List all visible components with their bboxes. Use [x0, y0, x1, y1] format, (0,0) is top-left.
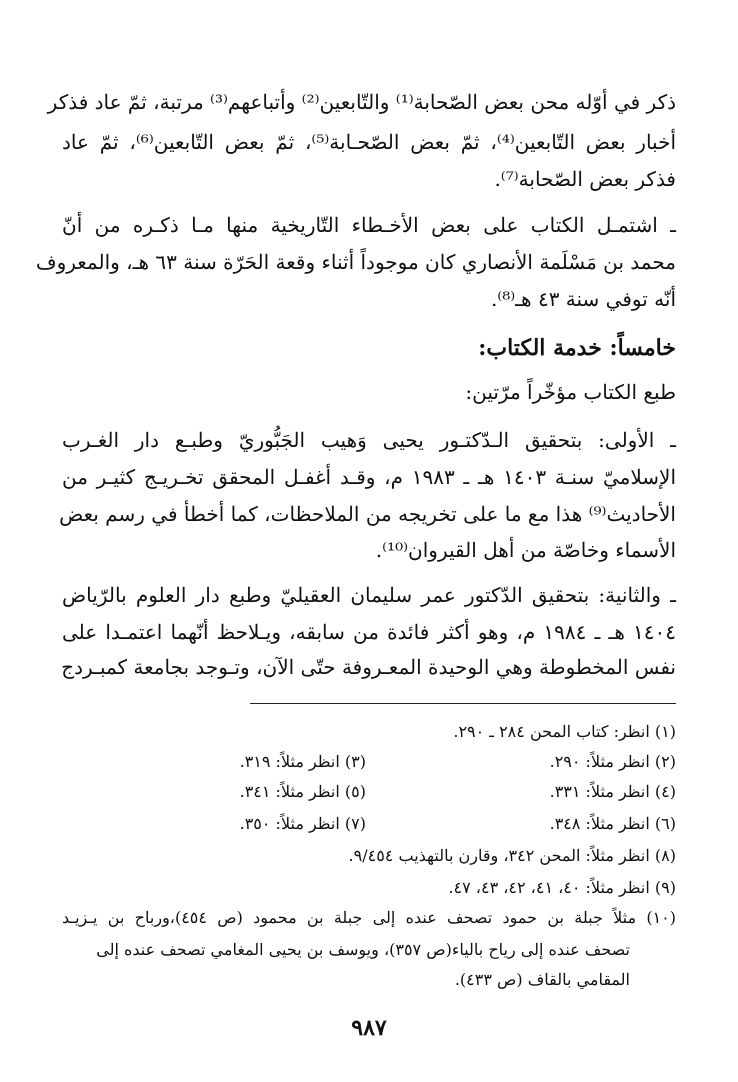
- footnote-separator: [250, 703, 676, 704]
- footnote-1: (١) انظر: كتاب المحن ٢٨٤ ـ ٢٩٠.: [453, 722, 676, 741]
- body-line: طبع الكتاب مؤخّراً مرّتين:: [465, 380, 676, 404]
- footnote-9: (٩) انظر مثلاً: ٤٠، ٤١، ٤٢، ٤٣، ٤٧.: [448, 878, 676, 897]
- footnote-10-line: المقامي بالقاف (ص ٤٣٣).: [454, 970, 630, 989]
- body-line: ـ والثانية: بتحقيق الدّكتور عمر سليمان العقيليّ وطبع دار العلوم بالرّياض: [62, 583, 676, 607]
- body-line: الأسماء وخاصّة من أهل القيروان⁽¹⁰⁾.: [375, 538, 676, 562]
- section-heading: خامساً: خدمة الكتاب:: [478, 335, 676, 361]
- footnote-4: (٤) انظر مثلاً: ٣٣١.: [549, 782, 676, 801]
- body-line: ـ اشتمـل الكتاب على بعض الأخـطاء التّاريخية منها مـا ذكـره من أنّ: [62, 213, 676, 237]
- footnote-7: (٧) انظر مثلاً: ٣٥٠.: [239, 814, 366, 833]
- footnote-6: (٦) انظر مثلاً: ٣٤٨.: [549, 814, 676, 833]
- body-line: أنّه توفي سنة ٤٣ هـ⁽⁸⁾.: [490, 287, 676, 311]
- page-number: ٩٨٧: [351, 1015, 387, 1041]
- body-line: ذكر في أوّله محن بعض الصّحابة⁽¹⁾ والتّابعين⁽²⁾ وأتباعهم⁽³⁾ مرتبة، ثمّ عاد فذكر: [47, 90, 676, 114]
- body-line: ـ الأولى: بتحقيق الـدّكتـور يحيى وَهيب الجَبُّوريّ وطبـع دار الغـرب: [62, 428, 676, 452]
- body-line: فذكر بعض الصّحابة⁽⁷⁾.: [494, 167, 676, 191]
- body-line: الأحاديث⁽⁹⁾ هذا مع ما على تخريجه من الملاحظات، كما أخطأ في رسم بعض: [59, 502, 676, 526]
- body-line: أخبار بعض التّابعين⁽⁴⁾، ثمّ بعض الصّحـابة⁽⁵⁾، ثمّ بعض التّابعين⁽⁶⁾، ثمّ عاد: [62, 130, 677, 154]
- body-line: الإسلاميّ سنـة ١٤٠٣ هـ ـ ١٩٨٣ م، وقـد أغفـل المحقق تخـريـج كثيـر من: [62, 465, 676, 489]
- footnote-8: (٨) انظر مثلاً: المحن ٣٤٢، وقارن بالتهذيب ٩/٤٥٤.: [348, 846, 676, 865]
- footnote-2: (٢) انظر مثلاً: ٢٩٠.: [549, 752, 676, 771]
- footnote-3: (٣) انظر مثلاً: ٣١٩.: [239, 752, 366, 771]
- body-line: ١٤٠٤ هـ ـ ١٩٨٤ م، وهو أكثر فائدة من سابقه، ويـلاحظ أنّهما اعتمـدا على: [62, 620, 676, 644]
- footnote-10-line: (١٠) مثلاً جبلة بن حمود تصحف عنده إلى جبلة بن محمود (ص ٤٥٤)،ورباح بن يـزيـد: [62, 908, 677, 927]
- footnote-5: (٥) انظر مثلاً: ٣٤١.: [239, 782, 366, 801]
- footnote-10-line: تصحف عنده إلى رياح بالياء(ص ٣٥٧)، ويوسف بن يحيى المغامي تصحف عنده إلى: [96, 940, 630, 959]
- body-line: محمد بن مَسْلَمة الأنصاري كان موجوداً أثناء وقعة الحَرّة سنة ٦٣ هـ، والمعروف: [35, 250, 676, 274]
- body-line: نفس المخطوطة وهي الوحيدة المعـروفة حتّى الآن، وتـوجد بجامعة كمبـردج: [61, 655, 676, 679]
